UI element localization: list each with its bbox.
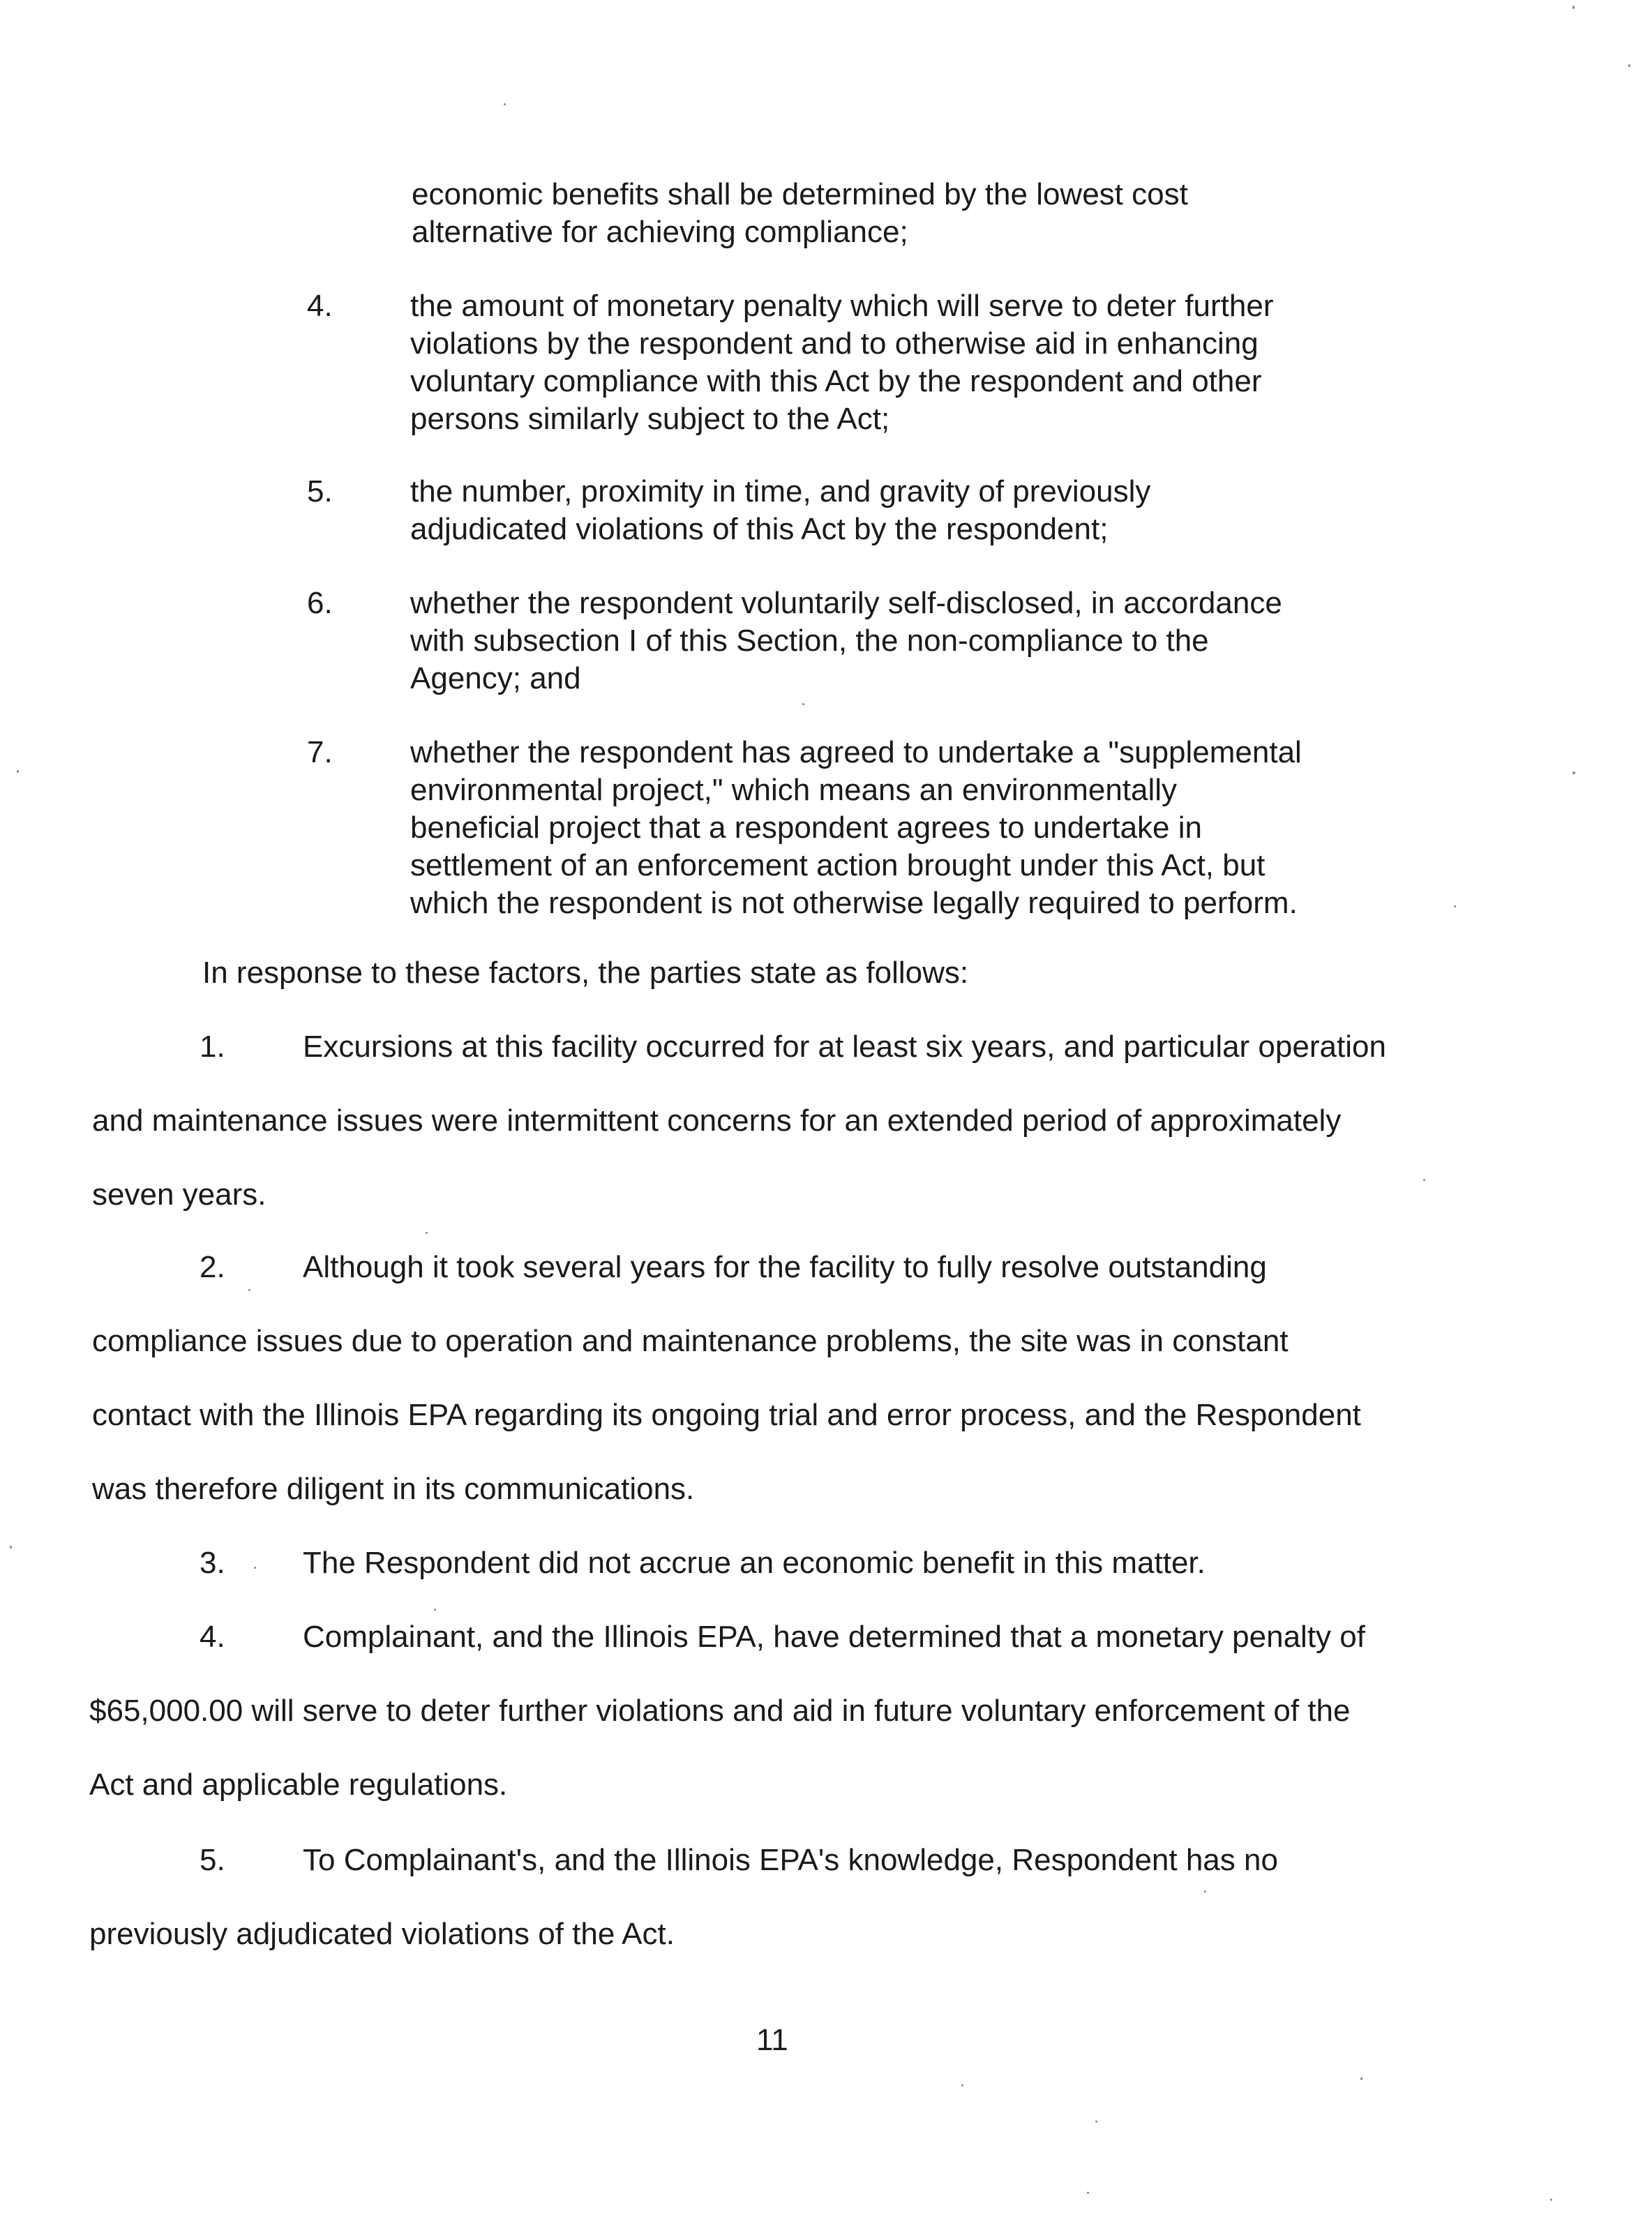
response-line: Excursions at this facility occurred for at least six years, and particular operation — [303, 1030, 1386, 1064]
response-line: Act and applicable regulations. — [89, 1768, 508, 1802]
factor-line: whether the respondent voluntarily self-disclosed, in accordance — [410, 586, 1282, 620]
response-number: 1. — [200, 1030, 225, 1064]
factor-number: 6. — [307, 586, 333, 620]
response-line: Although it took several years for the facility to fully resolve outstanding — [303, 1250, 1267, 1284]
response-line: contact with the Illinois EPA regarding its ongoing trial and error process, and the Respondent — [92, 1398, 1361, 1432]
scan-speck — [1204, 1890, 1206, 1892]
factor-line: persons similarly subject to the Act; — [410, 402, 890, 436]
factor-number: 4. — [307, 289, 333, 323]
factor-line: the amount of monetary penalty which will serve to deter further — [410, 289, 1274, 323]
factor-line: environmental project," which means an environmentally — [410, 773, 1178, 807]
response-line: compliance issues due to operation and maintenance problems, the site was in constant — [92, 1324, 1289, 1358]
scan-speck — [254, 1567, 256, 1569]
scan-speck — [426, 1232, 428, 1234]
factor-line: beneficial project that a respondent agrees to undertake in — [410, 811, 1202, 845]
response-intro: In response to these factors, the parties state as follows: — [202, 956, 969, 990]
scan-speck — [1550, 2199, 1552, 2201]
factor-line: violations by the respondent and to otherwise aid in enhancing — [410, 326, 1259, 361]
scan-speck — [1095, 2121, 1097, 2123]
factor-line: which the respondent is not otherwise legally required to perform. — [410, 886, 1298, 920]
response-line: previously adjudicated violations of the Act. — [89, 1917, 675, 1951]
scan-speck — [1628, 64, 1630, 67]
response-line: Complainant, and the Illinois EPA, have determined that a monetary penalty of — [303, 1620, 1365, 1654]
scan-speck — [1572, 6, 1575, 9]
continuation-line: alternative for achieving compliance; — [412, 215, 908, 249]
response-number: 4. — [200, 1620, 225, 1654]
scan-speck — [1087, 2192, 1089, 2194]
factor-line: settlement of an enforcement action brought under this Act, but — [410, 848, 1266, 882]
response-number: 3. — [200, 1546, 225, 1580]
response-line: To Complainant's, and the Illinois EPA's knowledge, Respondent has no — [303, 1843, 1278, 1877]
scan-speck — [248, 1289, 250, 1291]
scan-speck — [1423, 1179, 1425, 1181]
scan-speck — [1454, 905, 1456, 908]
scan-speck — [1572, 771, 1575, 774]
factor-line: adjudicated violations of this Act by the respondent; — [410, 512, 1109, 546]
factor-line: the number, proximity in time, and gravity of previously — [410, 474, 1151, 509]
page-number: 11 — [756, 2023, 788, 2057]
response-line: and maintenance issues were intermittent concerns for an extended period of approximately — [92, 1104, 1342, 1138]
scan-speck — [961, 2084, 963, 2086]
response-line: $65,000.00 will serve to deter further violations and aid in future voluntary enforcement of the — [89, 1694, 1351, 1728]
continuation-line: economic benefits shall be determined by the lowest cost — [412, 177, 1188, 211]
factor-number: 5. — [307, 474, 333, 509]
response-number: 5. — [200, 1843, 225, 1877]
response-line: was therefore diligent in its communications. — [92, 1472, 695, 1506]
response-number: 2. — [200, 1250, 225, 1284]
scan-speck — [10, 1546, 12, 1549]
scan-speck — [434, 1609, 436, 1611]
scan-speck — [504, 103, 506, 105]
factor-number: 7. — [307, 735, 333, 769]
response-line: The Respondent did not accrue an economic benefit in this matter. — [303, 1546, 1206, 1580]
factor-line: voluntary compliance with this Act by the respondent and other — [410, 364, 1262, 398]
factor-line: Agency; and — [410, 661, 581, 695]
scan-speck — [802, 703, 804, 705]
scan-speck — [1360, 2077, 1362, 2080]
factor-line: whether the respondent has agreed to undertake a "supplemental — [410, 735, 1302, 769]
scan-speck — [17, 770, 19, 773]
response-line: seven years. — [92, 1177, 266, 1212]
factor-line: with subsection I of this Section, the non-compliance to the — [410, 624, 1209, 658]
